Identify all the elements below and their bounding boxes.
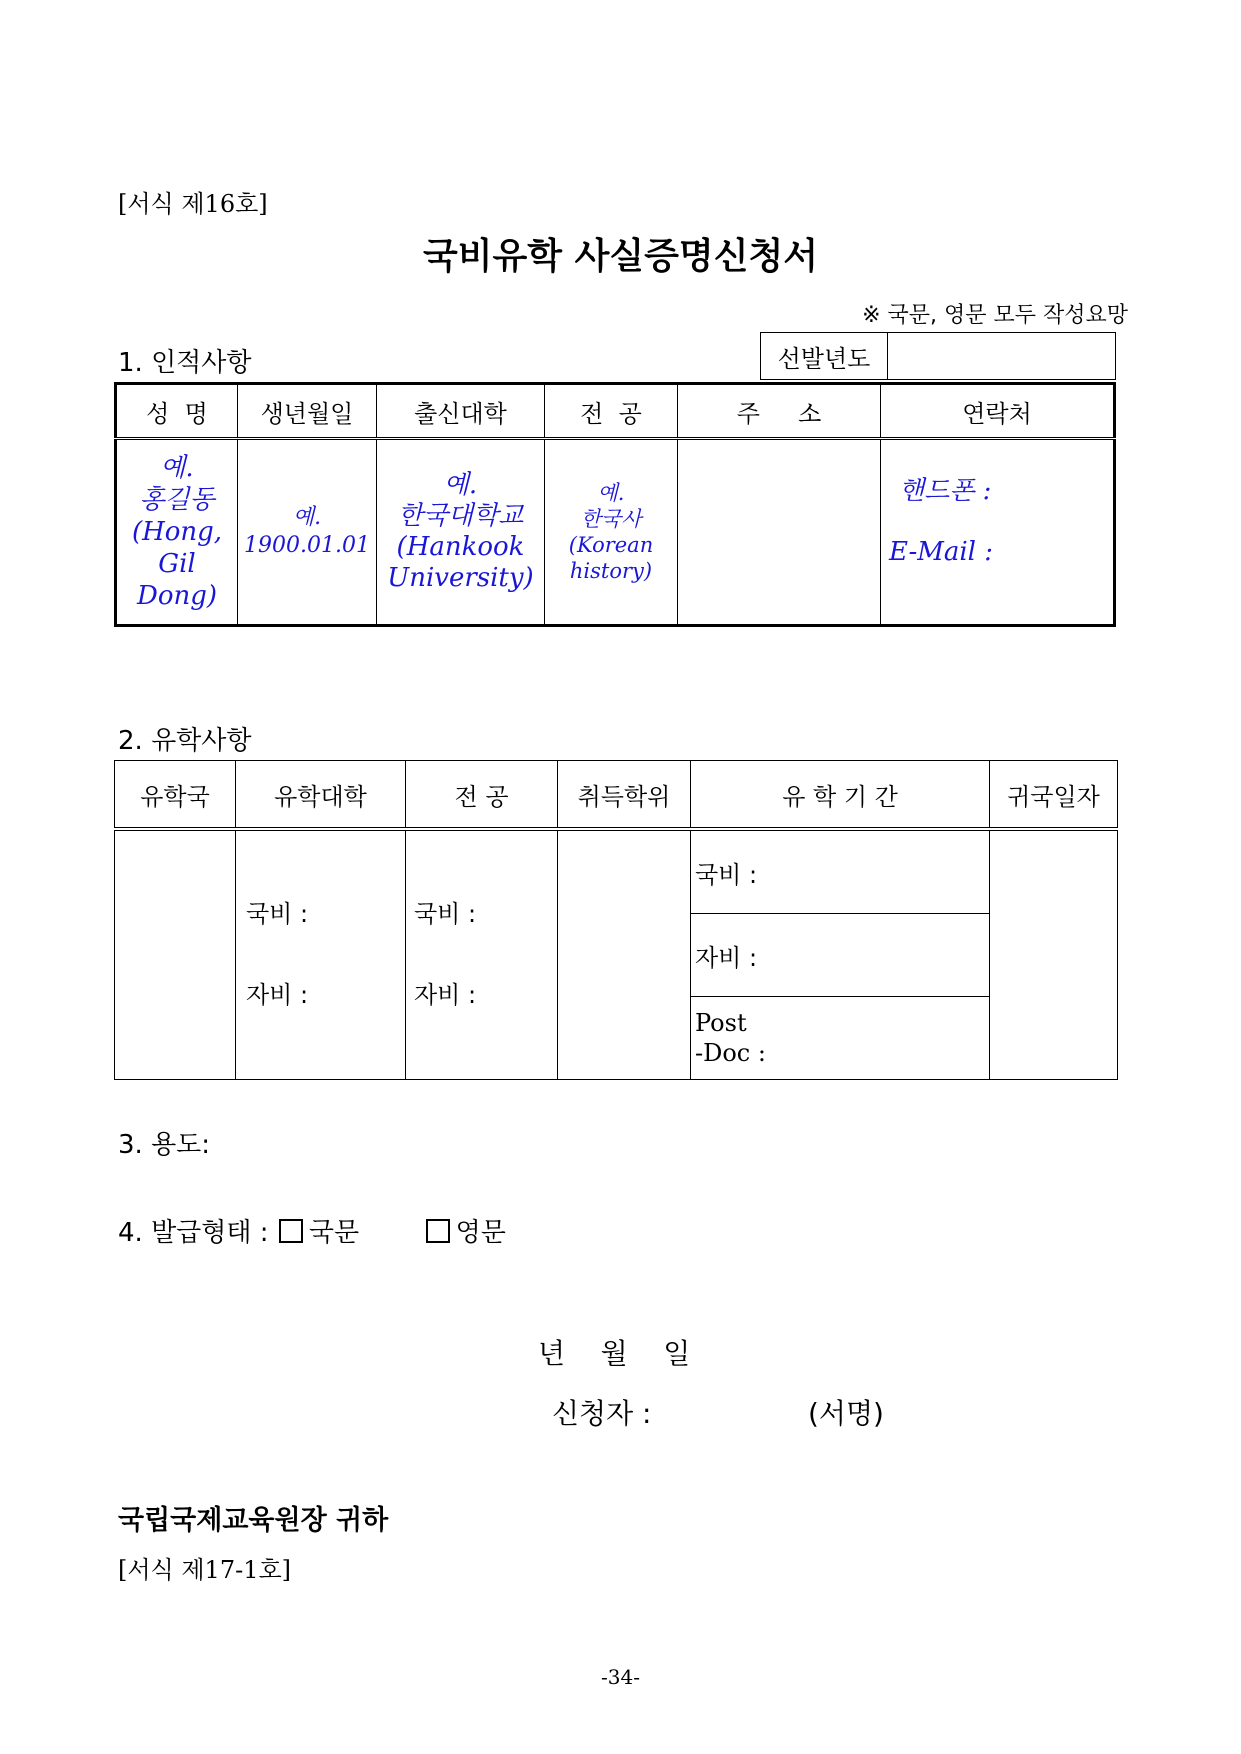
example-university-en2: University) xyxy=(387,563,534,593)
header-contact: 연락처 xyxy=(881,384,1115,439)
selection-year-field[interactable] xyxy=(888,333,1116,380)
section4-heading: 4. 발급형태 : xyxy=(118,1218,269,1248)
header-major: 전 공 xyxy=(545,384,678,439)
example-university-prefix: 예. xyxy=(443,470,478,500)
study-major-gov: 국비 : xyxy=(414,900,477,928)
example-university-cell[interactable] xyxy=(377,439,545,626)
contact-phone-label: 핸드폰 : xyxy=(899,476,992,506)
header-degree: 취득학위 xyxy=(558,761,691,830)
study-university-self: 자비 : xyxy=(246,981,309,1009)
header-address: 주 소 xyxy=(678,384,881,439)
example-university-korean: 한국대학교 xyxy=(397,501,524,531)
header-study-major: 전 공 xyxy=(406,761,558,830)
country-cell[interactable] xyxy=(115,829,236,1080)
header-country: 유학국 xyxy=(115,761,236,830)
date-line: 년 월 일 xyxy=(538,1337,691,1370)
applicant-label: 신청자 : xyxy=(552,1397,652,1430)
header-period: 유 학 기 간 xyxy=(691,761,990,830)
period-postdoc-cell[interactable]: Post -Doc : xyxy=(691,997,990,1080)
example-major-korean: 한국사 xyxy=(580,507,642,531)
example-university-en1: (Hankook xyxy=(396,532,525,562)
return-date-cell[interactable] xyxy=(990,829,1118,1080)
selection-year-label: 선발년도 xyxy=(761,333,888,380)
form-number-bottom: [서식 제17-1호] xyxy=(118,1556,292,1584)
header-study-university: 유학대학 xyxy=(236,761,406,830)
section1-heading: 1. 인적사항 xyxy=(118,348,252,378)
korean-checkbox[interactable] xyxy=(279,1219,303,1243)
section2-heading: 2. 유학사항 xyxy=(118,726,252,756)
example-name-en2: Gil xyxy=(158,549,196,579)
example-major-en2: history) xyxy=(569,559,653,583)
english-checkbox[interactable] xyxy=(426,1219,450,1243)
study-university-gov: 국비 : xyxy=(246,900,309,928)
contact-cell[interactable] xyxy=(881,439,1115,626)
study-university-cell[interactable] xyxy=(236,829,406,1080)
page-title: 국비유학 사실증명신청서 xyxy=(422,236,819,277)
addressee: 국립국제교육원장 귀하 xyxy=(118,1505,389,1536)
study-info-table xyxy=(114,760,1118,1080)
address-cell[interactable] xyxy=(678,439,881,626)
english-option-label: 영문 xyxy=(455,1218,506,1248)
example-name-prefix: 예. xyxy=(160,453,194,483)
section3-heading: 3. 용도: xyxy=(118,1130,211,1160)
page-number: -34- xyxy=(601,1665,640,1689)
selection-year-table xyxy=(760,332,1116,380)
example-birth-prefix: 예. xyxy=(292,505,322,530)
example-major-cell[interactable] xyxy=(545,439,678,626)
period-self-cell[interactable]: 자비 : xyxy=(691,914,990,997)
example-name-en1: (Hong, xyxy=(131,517,223,547)
instruction-note: ※ 국문, 영문 모두 작성요망 xyxy=(862,303,1128,328)
degree-cell[interactable] xyxy=(558,829,691,1080)
korean-option-label: 국문 xyxy=(308,1218,360,1248)
signature-label: (서명) xyxy=(808,1397,884,1430)
header-university: 출신대학 xyxy=(377,384,545,439)
example-birth-cell[interactable] xyxy=(238,439,377,626)
header-name: 성 명 xyxy=(116,384,238,439)
personal-info-table xyxy=(114,382,1116,627)
example-birth-value: 1900.01.01 xyxy=(244,533,370,558)
header-birth: 생년월일 xyxy=(238,384,377,439)
example-name-korean: 홍길동 xyxy=(139,485,215,515)
example-major-en1: (Korean xyxy=(568,533,654,557)
form-number-top: [서식 제16호] xyxy=(118,190,268,218)
contact-email-label: E-Mail : xyxy=(889,537,994,567)
header-return-date: 귀국일자 xyxy=(990,761,1118,830)
study-major-cell[interactable] xyxy=(406,829,558,1080)
example-major-prefix: 예. xyxy=(597,481,625,505)
study-major-self: 자비 : xyxy=(414,981,477,1009)
example-name-cell[interactable] xyxy=(116,439,238,626)
period-gov-cell[interactable]: 국비 : xyxy=(691,829,990,914)
example-name-en3: Dong) xyxy=(136,581,218,611)
section4 xyxy=(118,1212,506,1249)
